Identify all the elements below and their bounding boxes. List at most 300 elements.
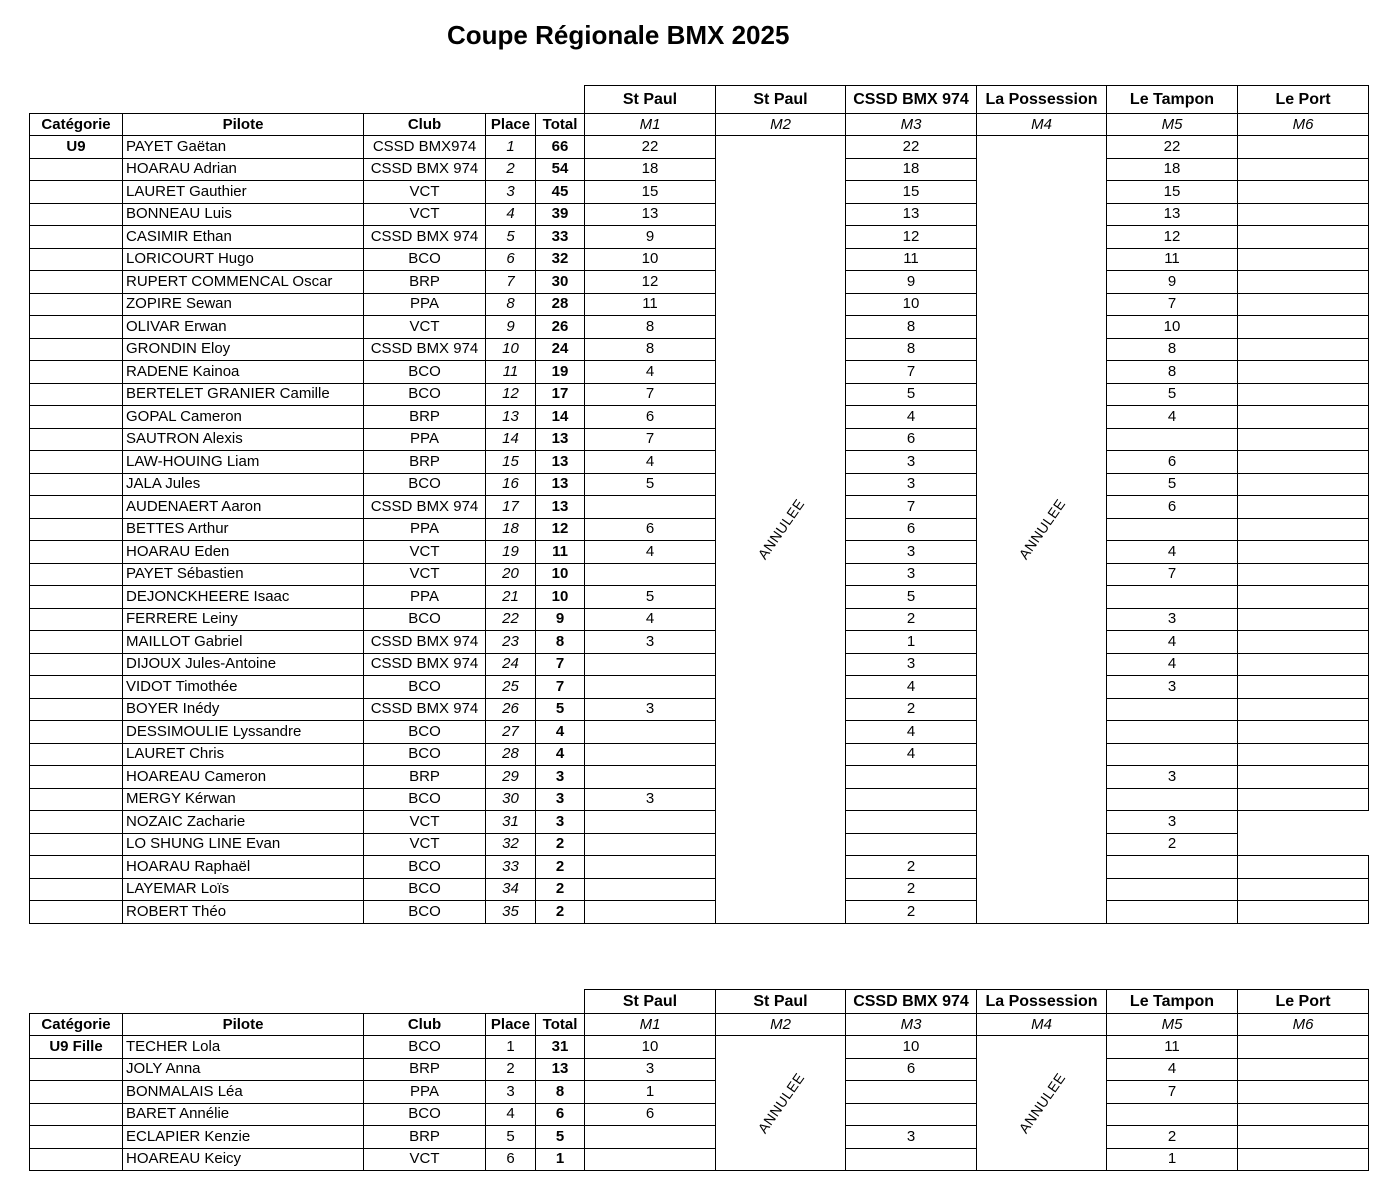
total-cell: 17 xyxy=(536,383,585,406)
club-cell: VCT xyxy=(364,811,486,834)
pilot-name: BONMALAIS Léa xyxy=(123,1081,364,1104)
club-cell: BRP xyxy=(364,766,486,789)
table-row xyxy=(30,878,1369,901)
m6-score xyxy=(1238,743,1369,766)
table-row xyxy=(30,383,1369,406)
club-cell: BCO xyxy=(364,856,486,879)
m5-score: 15 xyxy=(1107,181,1238,204)
manche-label: M5 xyxy=(1107,1014,1238,1036)
category-cell xyxy=(30,586,123,609)
m3-score xyxy=(846,788,977,811)
m6-score xyxy=(1238,721,1369,744)
m1-score: 8 xyxy=(585,316,716,339)
total-cell: 32 xyxy=(536,248,585,271)
table-row xyxy=(30,608,1369,631)
m1-score xyxy=(585,1148,716,1171)
m6-score xyxy=(1238,473,1369,496)
pilot-name: LAURET Gauthier xyxy=(123,181,364,204)
m3-score: 3 xyxy=(846,473,977,496)
total-cell: 45 xyxy=(536,181,585,204)
pilot-name: CASIMIR Ethan xyxy=(123,226,364,249)
pilot-name: LO SHUNG LINE Evan xyxy=(123,833,364,856)
m1-score: 6 xyxy=(585,518,716,541)
m5-score: 2 xyxy=(1107,833,1238,856)
column-header-pilote: Pilote xyxy=(123,1014,364,1036)
pilot-name: GOPAL Cameron xyxy=(123,406,364,429)
m5-score xyxy=(1107,518,1238,541)
m5-score: 4 xyxy=(1107,1058,1238,1081)
m1-score: 1 xyxy=(585,1081,716,1104)
category-cell xyxy=(30,653,123,676)
club-cell: BCO xyxy=(364,248,486,271)
club-cell: CSSD BMX974 xyxy=(364,136,486,159)
place-cell: 6 xyxy=(486,248,536,271)
club-cell: VCT xyxy=(364,181,486,204)
m5-score xyxy=(1107,586,1238,609)
m5-score xyxy=(1107,743,1238,766)
pilot-name: TECHER Lola xyxy=(123,1036,364,1059)
m1-score: 7 xyxy=(585,428,716,451)
m3-score: 6 xyxy=(846,518,977,541)
pilot-name: ZOPIRE Sewan xyxy=(123,293,364,316)
m6-score xyxy=(1238,1036,1369,1059)
pilot-name: LAURET Chris xyxy=(123,743,364,766)
pilot-name: RADENE Kainoa xyxy=(123,361,364,384)
manche-label: M3 xyxy=(846,1014,977,1036)
club-cell: BCO xyxy=(364,383,486,406)
m1-score xyxy=(585,811,716,834)
m6-score xyxy=(1238,451,1369,474)
m1-score: 10 xyxy=(585,248,716,271)
m1-score xyxy=(585,766,716,789)
m1-score: 4 xyxy=(585,541,716,564)
venue-header-row xyxy=(30,990,1369,1014)
m5-score: 11 xyxy=(1107,1036,1238,1059)
pilot-name: FERRERE Leiny xyxy=(123,608,364,631)
total-cell: 13 xyxy=(536,473,585,496)
cancelled-label: ANNULEE xyxy=(1014,496,1069,563)
column-header-categorie: Catégorie xyxy=(30,1014,123,1036)
m6-score xyxy=(1238,361,1369,384)
table-row xyxy=(30,856,1369,879)
m6-score xyxy=(1238,226,1369,249)
m1-score xyxy=(585,856,716,879)
club-cell: BRP xyxy=(364,406,486,429)
table-row xyxy=(30,743,1369,766)
table-row xyxy=(30,428,1369,451)
table-row xyxy=(30,698,1369,721)
table-row xyxy=(30,451,1369,474)
m4-cancelled-cell xyxy=(977,136,1107,924)
m1-score xyxy=(585,743,716,766)
m3-score xyxy=(846,1103,977,1126)
total-cell: 2 xyxy=(536,856,585,879)
place-cell: 15 xyxy=(486,451,536,474)
m5-score xyxy=(1107,901,1238,924)
place-cell: 5 xyxy=(486,1126,536,1149)
place-cell: 10 xyxy=(486,338,536,361)
m3-score: 2 xyxy=(846,878,977,901)
pilot-name: BERTELET GRANIER Camille xyxy=(123,383,364,406)
category-cell xyxy=(30,361,123,384)
category-cell xyxy=(30,451,123,474)
m3-score: 4 xyxy=(846,676,977,699)
pilot-name: SAUTRON Alexis xyxy=(123,428,364,451)
m1-score: 9 xyxy=(585,226,716,249)
m3-score: 13 xyxy=(846,203,977,226)
pilot-name: DIJOUX Jules-Antoine xyxy=(123,653,364,676)
total-cell: 39 xyxy=(536,203,585,226)
m3-score xyxy=(846,766,977,789)
place-cell: 19 xyxy=(486,541,536,564)
total-cell: 19 xyxy=(536,361,585,384)
m1-score: 4 xyxy=(585,361,716,384)
m6-score xyxy=(1238,856,1369,879)
pilot-name: BETTES Arthur xyxy=(123,518,364,541)
place-cell: 1 xyxy=(486,136,536,159)
m6-score xyxy=(1238,1081,1369,1104)
total-cell: 9 xyxy=(536,608,585,631)
m6-score xyxy=(1238,338,1369,361)
m5-score: 4 xyxy=(1107,541,1238,564)
m1-score: 3 xyxy=(585,698,716,721)
m6-score xyxy=(1238,1148,1369,1171)
category-cell xyxy=(30,833,123,856)
table-row xyxy=(30,631,1369,654)
m1-score: 3 xyxy=(585,631,716,654)
category-cell xyxy=(30,518,123,541)
category-cell xyxy=(30,158,123,181)
pilot-name: AUDENAERT Aaron xyxy=(123,496,364,519)
u9-results-table xyxy=(29,85,1369,924)
m5-score: 3 xyxy=(1107,676,1238,699)
m1-score: 8 xyxy=(585,338,716,361)
m3-score: 3 xyxy=(846,541,977,564)
place-cell: 25 xyxy=(486,676,536,699)
m3-score: 6 xyxy=(846,1058,977,1081)
club-cell: BRP xyxy=(364,451,486,474)
u9-fille-results-table xyxy=(29,989,1369,1171)
total-cell: 5 xyxy=(536,698,585,721)
m6-score xyxy=(1238,788,1369,811)
m6-score xyxy=(1238,158,1369,181)
m6-score xyxy=(1238,248,1369,271)
m5-score: 3 xyxy=(1107,766,1238,789)
club-cell: BCO xyxy=(364,743,486,766)
pilot-name: DESSIMOULIE Lyssandre xyxy=(123,721,364,744)
page-title: Coupe Régionale BMX 2025 xyxy=(447,20,790,50)
category-cell xyxy=(30,1081,123,1104)
category-cell: U9 xyxy=(30,136,123,159)
m5-score: 7 xyxy=(1107,1081,1238,1104)
pilot-name: PAYET Sébastien xyxy=(123,563,364,586)
m3-score: 3 xyxy=(846,653,977,676)
column-header-categorie: Catégorie xyxy=(30,114,123,136)
place-cell: 30 xyxy=(486,788,536,811)
place-cell: 3 xyxy=(486,181,536,204)
category-cell xyxy=(30,496,123,519)
table-row xyxy=(30,676,1369,699)
club-cell: BCO xyxy=(364,1103,486,1126)
club-cell: BCO xyxy=(364,361,486,384)
m5-score: 2 xyxy=(1107,1126,1238,1149)
table-row xyxy=(30,563,1369,586)
club-cell: BCO xyxy=(364,721,486,744)
place-cell: 6 xyxy=(486,1148,536,1171)
club-cell: BRP xyxy=(364,1058,486,1081)
m3-score: 4 xyxy=(846,721,977,744)
column-header-place: Place xyxy=(486,1014,536,1036)
place-cell: 4 xyxy=(486,1103,536,1126)
venue-header: CSSD BMX 974 xyxy=(846,990,977,1014)
m5-score: 11 xyxy=(1107,248,1238,271)
m1-score xyxy=(585,878,716,901)
table-row xyxy=(30,541,1369,564)
m5-score: 5 xyxy=(1107,383,1238,406)
m5-score: 22 xyxy=(1107,136,1238,159)
place-cell: 27 xyxy=(486,721,536,744)
category-cell xyxy=(30,428,123,451)
m3-score: 3 xyxy=(846,1126,977,1149)
venue-header: Le Tampon xyxy=(1107,990,1238,1014)
category-cell xyxy=(30,743,123,766)
total-cell: 33 xyxy=(536,226,585,249)
venue-header: Le Port xyxy=(1238,990,1369,1014)
table-row xyxy=(30,586,1369,609)
m6-score xyxy=(1238,383,1369,406)
m1-score: 3 xyxy=(585,1058,716,1081)
m6-score xyxy=(1238,1103,1369,1126)
total-cell: 6 xyxy=(536,1103,585,1126)
pilot-name: MERGY Kérwan xyxy=(123,788,364,811)
pilot-name: ROBERT Théo xyxy=(123,901,364,924)
m1-score xyxy=(585,563,716,586)
total-cell: 12 xyxy=(536,518,585,541)
category-cell xyxy=(30,226,123,249)
table-row xyxy=(30,248,1369,271)
m5-score: 8 xyxy=(1107,361,1238,384)
manche-label: M4 xyxy=(977,1014,1107,1036)
category-cell xyxy=(30,901,123,924)
m6-score xyxy=(1238,766,1369,789)
table-row xyxy=(30,338,1369,361)
m1-score: 10 xyxy=(585,1036,716,1059)
m1-score xyxy=(585,496,716,519)
club-cell: BCO xyxy=(364,473,486,496)
club-cell: PPA xyxy=(364,293,486,316)
club-cell: VCT xyxy=(364,563,486,586)
pilot-name: PAYET Gaëtan xyxy=(123,136,364,159)
place-cell: 8 xyxy=(486,293,536,316)
table-row xyxy=(30,1081,1369,1104)
m5-score: 3 xyxy=(1107,608,1238,631)
place-cell: 1 xyxy=(486,1036,536,1059)
category-cell xyxy=(30,878,123,901)
m5-score: 18 xyxy=(1107,158,1238,181)
cancelled-label: ANNULEE xyxy=(753,1069,808,1137)
place-cell: 7 xyxy=(486,271,536,294)
table-row xyxy=(30,1148,1369,1171)
club-cell: BRP xyxy=(364,1126,486,1149)
m6-score xyxy=(1238,586,1369,609)
column-header-total: Total xyxy=(536,1014,585,1036)
venue-header: La Possession xyxy=(977,86,1107,114)
column-header-club: Club xyxy=(364,114,486,136)
pilot-name: HOARAU Eden xyxy=(123,541,364,564)
venue-header: St Paul xyxy=(716,86,846,114)
venue-header: St Paul xyxy=(716,990,846,1014)
m6-score xyxy=(1238,541,1369,564)
m3-score: 7 xyxy=(846,361,977,384)
m3-score: 7 xyxy=(846,496,977,519)
m6-score xyxy=(1238,316,1369,339)
table-row xyxy=(30,901,1369,924)
cancelled-label: ANNULEE xyxy=(1014,1069,1069,1137)
m3-score: 2 xyxy=(846,698,977,721)
place-cell: 17 xyxy=(486,496,536,519)
place-cell: 23 xyxy=(486,631,536,654)
table-row xyxy=(30,788,1369,811)
total-cell: 13 xyxy=(536,428,585,451)
m1-score xyxy=(585,901,716,924)
club-cell: VCT xyxy=(364,833,486,856)
column-header-total: Total xyxy=(536,114,585,136)
m1-score: 11 xyxy=(585,293,716,316)
header-spacer xyxy=(30,86,585,114)
place-cell: 31 xyxy=(486,811,536,834)
pilot-name: LORICOURT Hugo xyxy=(123,248,364,271)
total-cell: 8 xyxy=(536,631,585,654)
club-cell: CSSD BMX 974 xyxy=(364,226,486,249)
m6-score xyxy=(1238,428,1369,451)
category-cell xyxy=(30,541,123,564)
m5-score xyxy=(1107,788,1238,811)
pilot-name: HOARAU Adrian xyxy=(123,158,364,181)
total-cell: 2 xyxy=(536,901,585,924)
venue-header-row xyxy=(30,86,1369,114)
pilot-name: HOAREAU Keicy xyxy=(123,1148,364,1171)
club-cell: CSSD BMX 974 xyxy=(364,698,486,721)
table-row xyxy=(30,226,1369,249)
category-cell xyxy=(30,788,123,811)
total-cell: 31 xyxy=(536,1036,585,1059)
m5-score: 5 xyxy=(1107,473,1238,496)
manche-label: M6 xyxy=(1238,1014,1369,1036)
place-cell: 34 xyxy=(486,878,536,901)
m3-score: 11 xyxy=(846,248,977,271)
m6-score xyxy=(1238,271,1369,294)
place-cell: 24 xyxy=(486,653,536,676)
manche-label: M6 xyxy=(1238,114,1369,136)
club-cell: CSSD BMX 974 xyxy=(364,496,486,519)
total-cell: 13 xyxy=(536,496,585,519)
m5-score: 7 xyxy=(1107,293,1238,316)
m6-score xyxy=(1238,496,1369,519)
m6-score xyxy=(1238,406,1369,429)
category-cell xyxy=(30,293,123,316)
total-cell: 10 xyxy=(536,586,585,609)
table-row xyxy=(30,406,1369,429)
m2-cancelled-cell xyxy=(716,136,846,924)
pilot-name: BOYER Inédy xyxy=(123,698,364,721)
table-row xyxy=(30,473,1369,496)
m5-score: 6 xyxy=(1107,451,1238,474)
pilot-name: BARET Annélie xyxy=(123,1103,364,1126)
m5-score xyxy=(1107,698,1238,721)
m6-score xyxy=(1238,181,1369,204)
venue-header: Le Port xyxy=(1238,86,1369,114)
table-row xyxy=(30,181,1369,204)
m4-cancelled-cell xyxy=(977,1036,1107,1171)
m3-score: 2 xyxy=(846,608,977,631)
m3-score: 4 xyxy=(846,406,977,429)
category-cell xyxy=(30,1058,123,1081)
m6-score xyxy=(1238,518,1369,541)
total-cell: 2 xyxy=(536,833,585,856)
manche-label: M4 xyxy=(977,114,1107,136)
pilot-name: RUPERT COMMENCAL Oscar xyxy=(123,271,364,294)
total-cell: 8 xyxy=(536,1081,585,1104)
m5-score xyxy=(1107,856,1238,879)
m6-score xyxy=(1238,653,1369,676)
place-cell: 21 xyxy=(486,586,536,609)
m6-score xyxy=(1238,136,1369,159)
total-cell: 30 xyxy=(536,271,585,294)
total-cell: 13 xyxy=(536,1058,585,1081)
club-cell: CSSD BMX 974 xyxy=(364,338,486,361)
place-cell: 33 xyxy=(486,856,536,879)
category-cell xyxy=(30,811,123,834)
m5-score: 13 xyxy=(1107,203,1238,226)
manche-label: M5 xyxy=(1107,114,1238,136)
m3-score xyxy=(846,1148,977,1171)
table-row xyxy=(30,1103,1369,1126)
total-cell: 5 xyxy=(536,1126,585,1149)
pilot-name: HOARAU Raphaël xyxy=(123,856,364,879)
m6-score xyxy=(1238,563,1369,586)
table-row xyxy=(30,653,1369,676)
m2-cancelled-cell xyxy=(716,1036,846,1171)
place-cell: 14 xyxy=(486,428,536,451)
m5-score: 4 xyxy=(1107,406,1238,429)
category-cell xyxy=(30,473,123,496)
pilot-name: BONNEAU Luis xyxy=(123,203,364,226)
total-cell: 7 xyxy=(536,653,585,676)
category-cell xyxy=(30,856,123,879)
table-row xyxy=(30,1126,1369,1149)
column-header-pilote: Pilote xyxy=(123,114,364,136)
place-cell: 2 xyxy=(486,1058,536,1081)
m1-score: 13 xyxy=(585,203,716,226)
m1-score: 15 xyxy=(585,181,716,204)
m1-score: 6 xyxy=(585,406,716,429)
pilot-name: ECLAPIER Kenzie xyxy=(123,1126,364,1149)
total-cell: 4 xyxy=(536,743,585,766)
m3-score: 8 xyxy=(846,316,977,339)
category-cell xyxy=(30,406,123,429)
club-cell: PPA xyxy=(364,428,486,451)
m5-score xyxy=(1107,878,1238,901)
m6-score xyxy=(1238,901,1369,924)
manche-label: M2 xyxy=(716,1014,846,1036)
m3-score: 15 xyxy=(846,181,977,204)
club-cell: VCT xyxy=(364,541,486,564)
club-cell: VCT xyxy=(364,203,486,226)
category-cell xyxy=(30,181,123,204)
m1-score xyxy=(585,721,716,744)
venue-header: La Possession xyxy=(977,990,1107,1014)
pilot-name: MAILLOT Gabriel xyxy=(123,631,364,654)
